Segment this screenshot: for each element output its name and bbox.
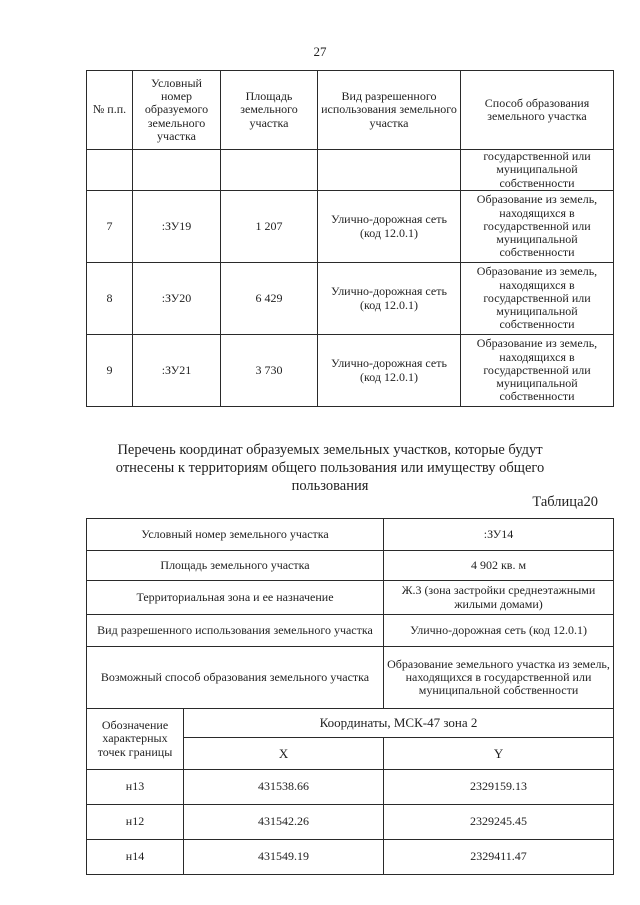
point-x: 431549.19	[184, 840, 384, 875]
property-label: Территориальная зона и ее назначение	[87, 581, 384, 615]
table-row	[87, 191, 614, 263]
col-header-permitted-use: Вид разрешенного использования земельного участка	[318, 71, 461, 150]
property-row	[87, 551, 614, 581]
cell-plot-id: :ЗУ21	[133, 335, 221, 407]
col-header-plot-id: Условный номер образуемого земельного участка	[133, 71, 221, 150]
cell-area: 1 207	[221, 191, 318, 263]
table-row	[87, 805, 614, 840]
section-heading: Перечень координат образуемых земельных участков, которые будут отнесены к территориям общего пользования или имуществу общего пользования	[115, 442, 545, 494]
page-number: 27	[313, 44, 327, 59]
property-value: Образование земельного участка из земель, находящихся в государственной или муниципальной собственности	[384, 647, 614, 709]
table-row	[87, 150, 614, 191]
cell-area: 6 429	[221, 263, 318, 335]
cell-plot-id: :ЗУ20	[133, 263, 221, 335]
cell-area	[221, 150, 318, 191]
coords-header: Координаты, МСК-47 зона 2	[184, 709, 614, 738]
cell-formation-method: государственной или муниципальной собственности	[461, 150, 614, 191]
points-header: Обозначение характерных точек границы	[87, 709, 184, 770]
cell-number: 8	[87, 263, 133, 335]
point-name: н14	[87, 840, 184, 875]
property-row	[87, 581, 614, 615]
coords-header-row	[87, 709, 614, 738]
cell-number	[87, 150, 133, 191]
property-label: Площадь земельного участка	[87, 551, 384, 581]
point-y: 2329245.45	[384, 805, 614, 840]
y-header: Y	[384, 738, 614, 770]
table-row	[87, 335, 614, 407]
property-value: Ж.3 (зона застройки среднеэтажными жилыми домами)	[384, 581, 614, 615]
property-label: Возможный способ образования земельного участка	[87, 647, 384, 709]
point-name: н12	[87, 805, 184, 840]
property-row	[87, 647, 614, 709]
table-row	[87, 263, 614, 335]
property-row	[87, 615, 614, 647]
property-label: Условный номер земельного участка	[87, 519, 384, 551]
cell-number: 7	[87, 191, 133, 263]
property-row	[87, 519, 614, 551]
point-x: 431538.66	[184, 770, 384, 805]
cell-permitted-use	[318, 150, 461, 191]
land-plots-table	[86, 70, 614, 407]
coordinates-table	[86, 518, 614, 875]
cell-formation-method: Образование из земель, находящихся в государственной или муниципальной собственности	[461, 335, 614, 407]
x-header: X	[184, 738, 384, 770]
property-value: Улично-дорожная сеть (код 12.0.1)	[384, 615, 614, 647]
cell-plot-id: :ЗУ19	[133, 191, 221, 263]
col-header-area: Площадь земельного участка	[221, 71, 318, 150]
property-value: :ЗУ14	[384, 519, 614, 551]
table-row	[87, 770, 614, 805]
cell-permitted-use: Улично-дорожная сеть (код 12.0.1)	[318, 191, 461, 263]
col-header-number: № п.п.	[87, 71, 133, 150]
col-header-formation-method: Способ образования земельного участка	[461, 71, 614, 150]
point-x: 431542.26	[184, 805, 384, 840]
cell-plot-id	[133, 150, 221, 191]
cell-permitted-use: Улично-дорожная сеть (код 12.0.1)	[318, 263, 461, 335]
point-y: 2329411.47	[384, 840, 614, 875]
point-y: 2329159.13	[384, 770, 614, 805]
point-name: н13	[87, 770, 184, 805]
property-value: 4 902 кв. м	[384, 551, 614, 581]
table-row	[87, 840, 614, 875]
cell-formation-method: Образование из земель, находящихся в государственной или муниципальной собственности	[461, 191, 614, 263]
cell-permitted-use: Улично-дорожная сеть (код 12.0.1)	[318, 335, 461, 407]
table-label: Таблица20	[532, 494, 598, 510]
cell-number: 9	[87, 335, 133, 407]
property-label: Вид разрешенного использования земельного участка	[87, 615, 384, 647]
cell-area: 3 730	[221, 335, 318, 407]
cell-formation-method: Образование из земель, находящихся в государственной или муниципальной собственности	[461, 263, 614, 335]
table-header-row	[87, 71, 614, 150]
